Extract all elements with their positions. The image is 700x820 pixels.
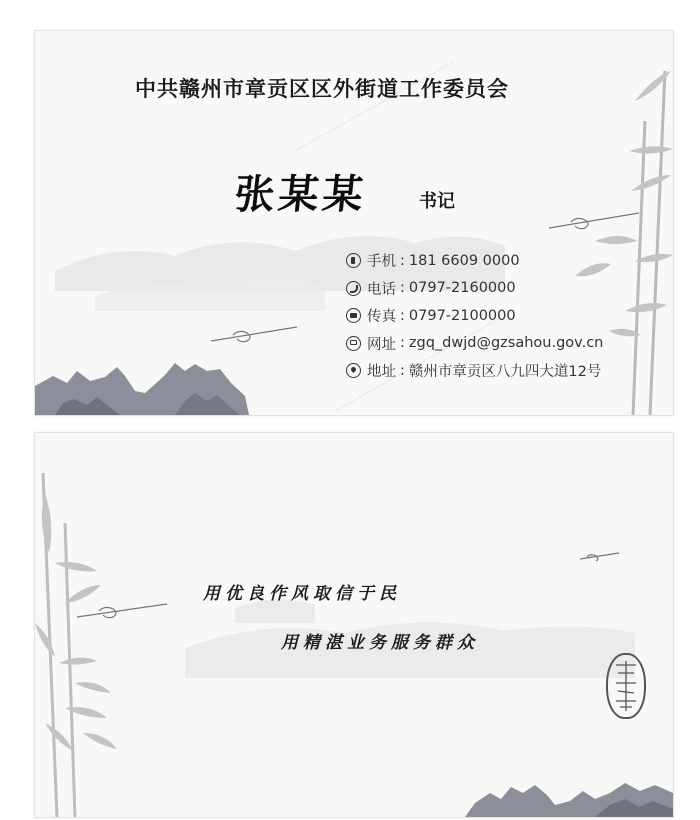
contact-telephone [346,275,603,303]
ink-landscape-decoration [35,433,673,817]
contact-mobile [346,247,603,275]
slogan-line-2: 用精湛业务服务群众 [281,633,479,653]
mobile-phone-icon [346,253,361,268]
contact-label: 网址 [367,336,396,353]
business-card-front [34,30,674,416]
contact-colon: : [400,280,405,297]
person-title: 书记 [419,191,455,212]
contact-value: 181 6609 0000 [408,252,520,269]
contact-colon: : [400,362,405,379]
contact-label: 地址 [367,364,396,381]
contact-label: 手机 [367,254,396,271]
contact-colon: : [400,307,405,324]
contact-label: 传真 [367,309,396,326]
slogan-line-1: 用优良作风取信于民 [203,584,401,604]
contact-value: 0797-2100000 [408,307,516,324]
contact-value: 赣州市章贡区八九四大道12号 [408,364,602,381]
person-name: 张某某 [232,171,370,218]
location-icon [346,363,361,378]
contact-value: zgq_dwjd@gzsahou.gov.cn [408,335,604,352]
contact-colon: : [400,252,405,269]
contact-colon: : [400,335,405,352]
contact-label: 电话 [367,281,396,298]
contact-value: 0797-2160000 [408,280,516,297]
contact-fax [346,302,603,330]
contact-address [346,357,603,385]
contact-list [346,247,603,385]
organization-name: 中共赣州市章贡区区外街道工作委员会 [135,76,509,101]
email-icon [346,336,361,351]
contact-website [346,330,603,358]
fax-icon [346,308,361,323]
seal-stamp [606,653,646,719]
telephone-icon [346,281,361,296]
business-card-back [34,432,674,818]
